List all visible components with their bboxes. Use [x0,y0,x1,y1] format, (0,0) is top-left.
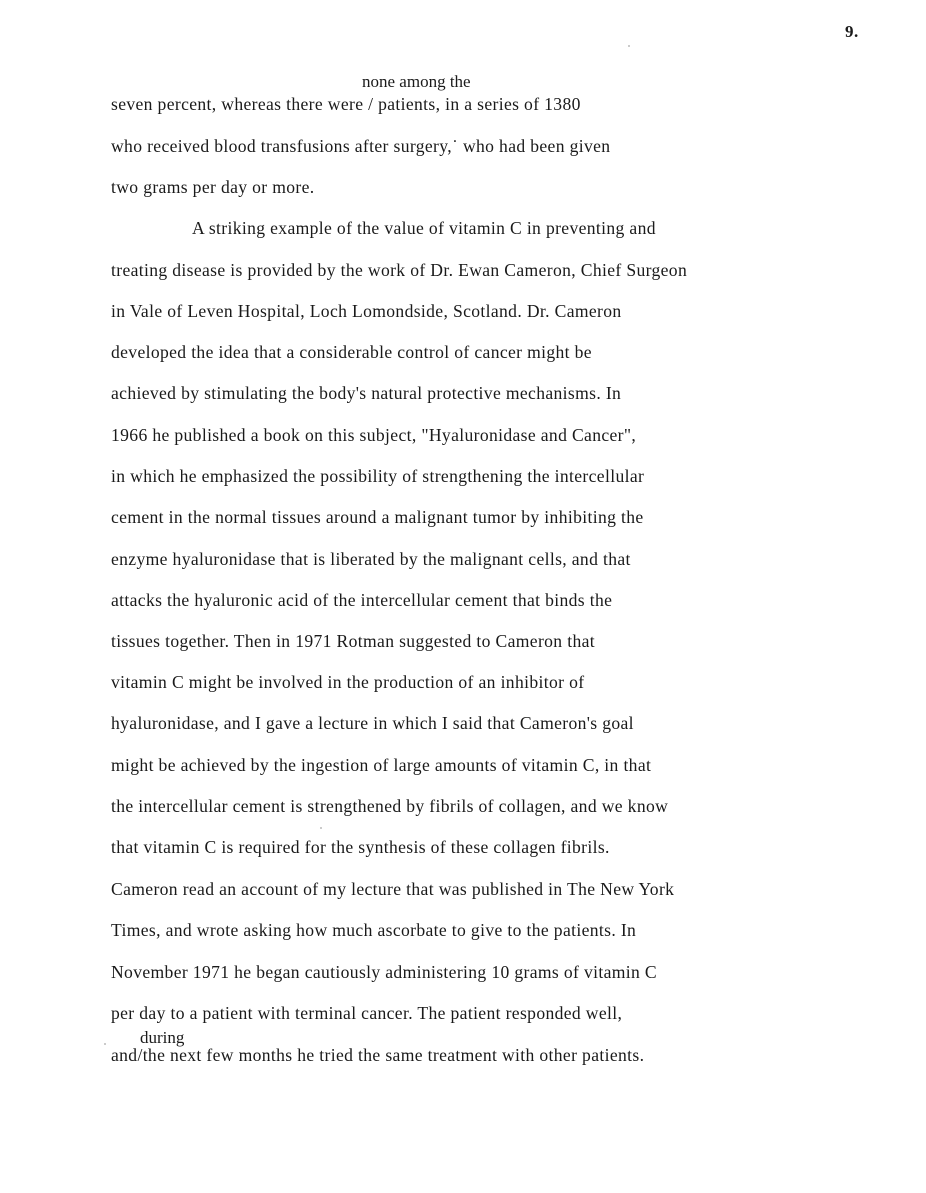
text-line: that vitamin C is required for the synthesis of these collagen fibrils. [111,837,610,857]
text-line: in which he emphasized the possibility of strengthening the intercellular [111,466,645,486]
text-line: per day to a patient with terminal cancer. The patient responded well, [111,1003,623,1023]
text-line: 1966 he published a book on this subject, "Hyaluronidase and Cancer", [111,425,637,445]
text-line: two grams per day or more. [111,177,315,197]
text-line: seven percent, whereas there were / patients, in a series of 1380 [111,94,581,114]
paragraph-first-line: A striking example of the value of vitamin C in preventing and [192,218,656,238]
scan-speck [104,1043,106,1045]
text-line: achieved by stimulating the body's natural protective mechanisms. In [111,383,622,403]
text-line: enzyme hyaluronidase that is liberated by the malignant cells, and that [111,549,631,569]
text-line: and/the next few months he tried the same treatment with other patients. [111,1045,645,1065]
scan-speck [320,827,322,829]
text-line: in Vale of Leven Hospital, Loch Lomondside, Scotland. Dr. Cameron [111,301,622,321]
text-line: November 1971 he began cautiously administering 10 grams of vitamin C [111,962,657,982]
text-line: attacks the hyaluronic acid of the intercellular cement that binds the [111,590,613,610]
text-line: developed the idea that a considerable control of cancer might be [111,342,592,362]
text-line: Times, and wrote asking how much ascorbate to give to the patients. In [111,920,637,940]
text-line: who received blood transfusions after surgery,˙ who had been given [111,136,611,156]
text-line: vitamin C might be involved in the production of an inhibitor of [111,672,585,692]
text-line: treating disease is provided by the work of Dr. Ewan Cameron, Chief Surgeon [111,260,688,280]
page-number: 9. [845,22,859,41]
text-line: the intercellular cement is strengthened by fibrils of collagen, and we know [111,796,669,816]
text-line: Cameron read an account of my lecture that was published in The New York [111,879,675,899]
text-line: tissues together. Then in 1971 Rotman suggested to Cameron that [111,631,595,651]
text-line: might be achieved by the ingestion of large amounts of vitamin C, in that [111,755,652,775]
handwritten-insertion: during [140,1028,185,1047]
handwritten-insertion: none among the [362,72,471,91]
text-line: cement in the normal tissues around a malignant tumor by inhibiting the [111,507,644,527]
scan-speck [628,45,630,47]
text-line: hyaluronidase, and I gave a lecture in which I said that Cameron's goal [111,713,634,733]
